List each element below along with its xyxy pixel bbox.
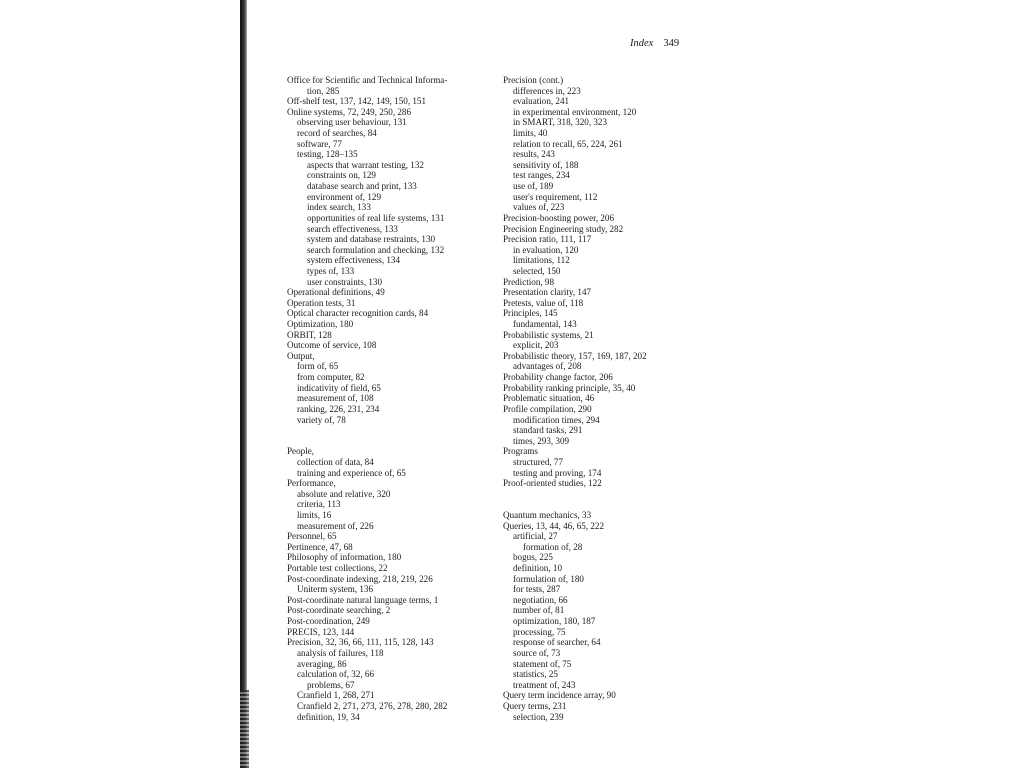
index-subentry: software, 77 bbox=[297, 138, 342, 149]
book-spine-shadow bbox=[240, 0, 247, 768]
index-entry: Off-shelf test, 137, 142, 149, 150, 151 bbox=[287, 96, 427, 107]
index-subentry: number of, 81 bbox=[513, 605, 565, 616]
index-entry: Online systems, 72, 249, 250, 286 bbox=[287, 106, 412, 117]
index-entry: Portable test collections, 22 bbox=[287, 563, 388, 574]
index-entry: Operation tests, 31 bbox=[287, 297, 356, 308]
index-subentry: types of, 133 bbox=[307, 265, 355, 276]
index-subentry: use of, 189 bbox=[513, 181, 554, 192]
index-entry: Post-coordinate indexing, 218, 219, 226 bbox=[287, 573, 433, 584]
index-subentry: measurement of, 226 bbox=[297, 520, 374, 531]
scan-edge-noise bbox=[240, 690, 249, 768]
index-subentry: in evaluation, 120 bbox=[513, 244, 579, 255]
index-subentry: user constraints, 130 bbox=[307, 276, 383, 287]
index-subentry: artificial, 27 bbox=[513, 531, 558, 542]
index-column-right bbox=[503, 75, 713, 722]
index-entry: Proof-oriented studies, 122 bbox=[503, 478, 602, 489]
index-subentry: selection, 239 bbox=[513, 711, 564, 722]
index-entry: Performance, bbox=[287, 478, 336, 489]
index-entry: Presentation clarity, 147 bbox=[503, 287, 592, 298]
index-subentry: observing user behaviour, 131 bbox=[297, 117, 407, 128]
index-subentry: response of searcher, 64 bbox=[513, 637, 601, 648]
index-entry: Profile compilation, 290 bbox=[503, 403, 592, 414]
index-subentry: Cranfield 2, 271, 273, 276, 278, 280, 282 bbox=[297, 700, 448, 711]
index-subentry: statement of, 75 bbox=[513, 658, 572, 669]
index-subentry: definition, 10 bbox=[513, 563, 562, 574]
index-subentry: times, 293, 309 bbox=[513, 435, 570, 446]
index-subentry: structured, 77 bbox=[513, 456, 564, 467]
index-subentry: processing, 75 bbox=[513, 626, 566, 637]
index-subentry: system effectiveness, 134 bbox=[307, 255, 401, 266]
index-subentry: tion, 285 bbox=[307, 85, 340, 96]
index-subentry: formulation of, 180 bbox=[513, 573, 584, 584]
index-subentry: modification times, 294 bbox=[513, 414, 600, 425]
index-subentry: index search, 133 bbox=[307, 202, 371, 213]
index-entry: ORBIT, 128 bbox=[287, 329, 332, 340]
index-subentry: Cranfield 1, 268, 271 bbox=[297, 690, 375, 701]
index-subentry: form of, 65 bbox=[297, 361, 339, 372]
index-entry: Optical character recognition cards, 84 bbox=[287, 308, 429, 319]
index-subentry: sensitivity of, 188 bbox=[513, 159, 579, 170]
index-entry: Query terms, 231 bbox=[503, 700, 567, 711]
index-column-left bbox=[287, 75, 497, 722]
section-gap bbox=[503, 489, 713, 510]
index-subentry: bogus, 225 bbox=[513, 552, 553, 563]
index-entry: Probabilistic theory, 157, 169, 187, 202 bbox=[503, 350, 647, 361]
index-subentry: from computer, 82 bbox=[297, 372, 365, 383]
index-subentry: ranking, 226, 231, 234 bbox=[297, 403, 380, 414]
index-subentry: statistics, 25 bbox=[513, 669, 558, 680]
index-entry: Output, bbox=[287, 350, 315, 361]
index-subentry: evaluation, 241 bbox=[513, 96, 570, 107]
section-gap bbox=[287, 425, 497, 446]
index-subentry: constraints on, 129 bbox=[307, 170, 376, 181]
index-entry: Pertinence, 47, 68 bbox=[287, 541, 353, 552]
index-entry: Office for Scientific and Technical Informa- bbox=[287, 75, 448, 85]
index-subentry: formation of, 28 bbox=[523, 541, 583, 552]
index-subentry: treatment of, 243 bbox=[513, 679, 576, 690]
index-subentry: database search and print, 133 bbox=[307, 181, 417, 192]
index-subentry: Uniterm system, 136 bbox=[297, 584, 374, 595]
index-entry: Probabilistic systems, 21 bbox=[503, 329, 594, 340]
index-subentry: advantages of, 208 bbox=[513, 361, 582, 372]
index-subentry: problems, 67 bbox=[307, 679, 355, 690]
index-subentry: testing and proving, 174 bbox=[513, 467, 602, 478]
index-entry: Precision ratio, 111, 117 bbox=[503, 234, 592, 245]
index-subentry: limitations, 112 bbox=[513, 255, 570, 266]
index-subentry: explicit, 203 bbox=[513, 340, 559, 351]
index-entry: Probability change factor, 206 bbox=[503, 372, 613, 383]
index-subentry: aspects that warrant testing, 132 bbox=[307, 159, 424, 170]
index-entry: Post-coordinate searching, 2 bbox=[287, 605, 391, 616]
page-header bbox=[630, 38, 679, 49]
index-subentry: limits, 16 bbox=[297, 510, 332, 520]
index-subentry: values of, 223 bbox=[513, 202, 565, 213]
index-subentry: optimization, 180, 187 bbox=[513, 616, 596, 627]
index-subentry: selected, 150 bbox=[513, 265, 561, 276]
index-entry: PRECIS, 123, 144 bbox=[287, 626, 355, 637]
index-subentry: search formulation and checking, 132 bbox=[307, 244, 445, 255]
index-subentry: in SMART, 318, 320, 323 bbox=[513, 117, 608, 128]
index-subentry: test ranges, 234 bbox=[513, 170, 570, 181]
page-number: 349 bbox=[663, 38, 680, 49]
index-subentry: results, 243 bbox=[513, 149, 555, 160]
index-subentry: training and experience of, 65 bbox=[297, 467, 406, 478]
index-subentry: fundamental, 143 bbox=[513, 319, 577, 330]
index-entry: Precision Engineering study, 282 bbox=[503, 223, 624, 234]
index-subentry: environment of, 129 bbox=[307, 191, 381, 202]
index-entry: Prediction, 98 bbox=[503, 276, 555, 287]
index-entry: Quantum mechanics, 33 bbox=[503, 510, 592, 520]
running-head: Index bbox=[630, 38, 654, 49]
index-subentry: variety of, 78 bbox=[297, 414, 346, 425]
index-entry: Programs bbox=[503, 446, 538, 457]
index-entry: People, bbox=[287, 446, 315, 457]
index-entry: Outcome of service, 108 bbox=[287, 340, 377, 351]
index-entry: Precision, 32, 36, 66, 111, 115, 128, 143 bbox=[287, 637, 434, 648]
index-subentry: testing, 128–135 bbox=[297, 149, 358, 160]
index-subentry: search effectiveness, 133 bbox=[307, 223, 398, 234]
index-entry: Post-coordinate natural language terms, 1 bbox=[287, 594, 439, 605]
index-subentry: criteria, 113 bbox=[297, 499, 341, 510]
index-subentry: collection of data, 84 bbox=[297, 456, 374, 467]
index-entry: Probability ranking principle, 35, 40 bbox=[503, 382, 636, 393]
index-subentry: definition, 19, 34 bbox=[297, 711, 360, 722]
index-subentry: for tests, 287 bbox=[513, 584, 561, 595]
index-subentry: absolute and relative, 320 bbox=[297, 488, 391, 499]
index-subentry: calculation of, 32, 66 bbox=[297, 669, 375, 680]
index-subentry: standard tasks, 291 bbox=[513, 425, 583, 436]
index-subentry: averaging, 86 bbox=[297, 658, 347, 669]
index-entry: Precision (cont.) bbox=[503, 75, 564, 85]
index-entry: Pretests, value of, 118 bbox=[503, 297, 584, 308]
index-subentry: user's requirement, 112 bbox=[513, 191, 598, 202]
index-entry: Precision-boosting power, 206 bbox=[503, 212, 615, 223]
index-entry: Philosophy of information, 180 bbox=[287, 552, 402, 563]
index-entry: Problematic situation, 46 bbox=[503, 393, 595, 404]
index-subentry: indicativity of field, 65 bbox=[297, 382, 381, 393]
index-subentry: in experimental environment, 120 bbox=[513, 106, 637, 117]
index-subentry: analysis of failures, 118 bbox=[297, 647, 384, 658]
index-subentry: relation to recall, 65, 224, 261 bbox=[513, 138, 623, 149]
index-entry: Optimization, 180 bbox=[287, 319, 354, 330]
index-entry: Personnel, 65 bbox=[287, 531, 337, 542]
index-subentry: system and database restraints, 130 bbox=[307, 234, 436, 245]
index-entry: Principles, 145 bbox=[503, 308, 558, 319]
index-subentry: opportunities of real life systems, 131 bbox=[307, 212, 445, 223]
index-entry: Queries, 13, 44, 46, 65, 222 bbox=[503, 520, 605, 531]
index-subentry: differences in, 223 bbox=[513, 85, 581, 96]
index-entry: Operational definitions, 49 bbox=[287, 287, 385, 298]
index-subentry: negotiation, 66 bbox=[513, 594, 568, 605]
index-subentry: measurement of, 108 bbox=[297, 393, 374, 404]
index-entry: Post-coordination, 249 bbox=[287, 616, 370, 627]
index-subentry: record of searches, 84 bbox=[297, 128, 377, 139]
index-subentry: limits, 40 bbox=[513, 128, 548, 139]
index-subentry: source of, 73 bbox=[513, 647, 561, 658]
index-entry: Query term incidence array, 90 bbox=[503, 690, 616, 701]
